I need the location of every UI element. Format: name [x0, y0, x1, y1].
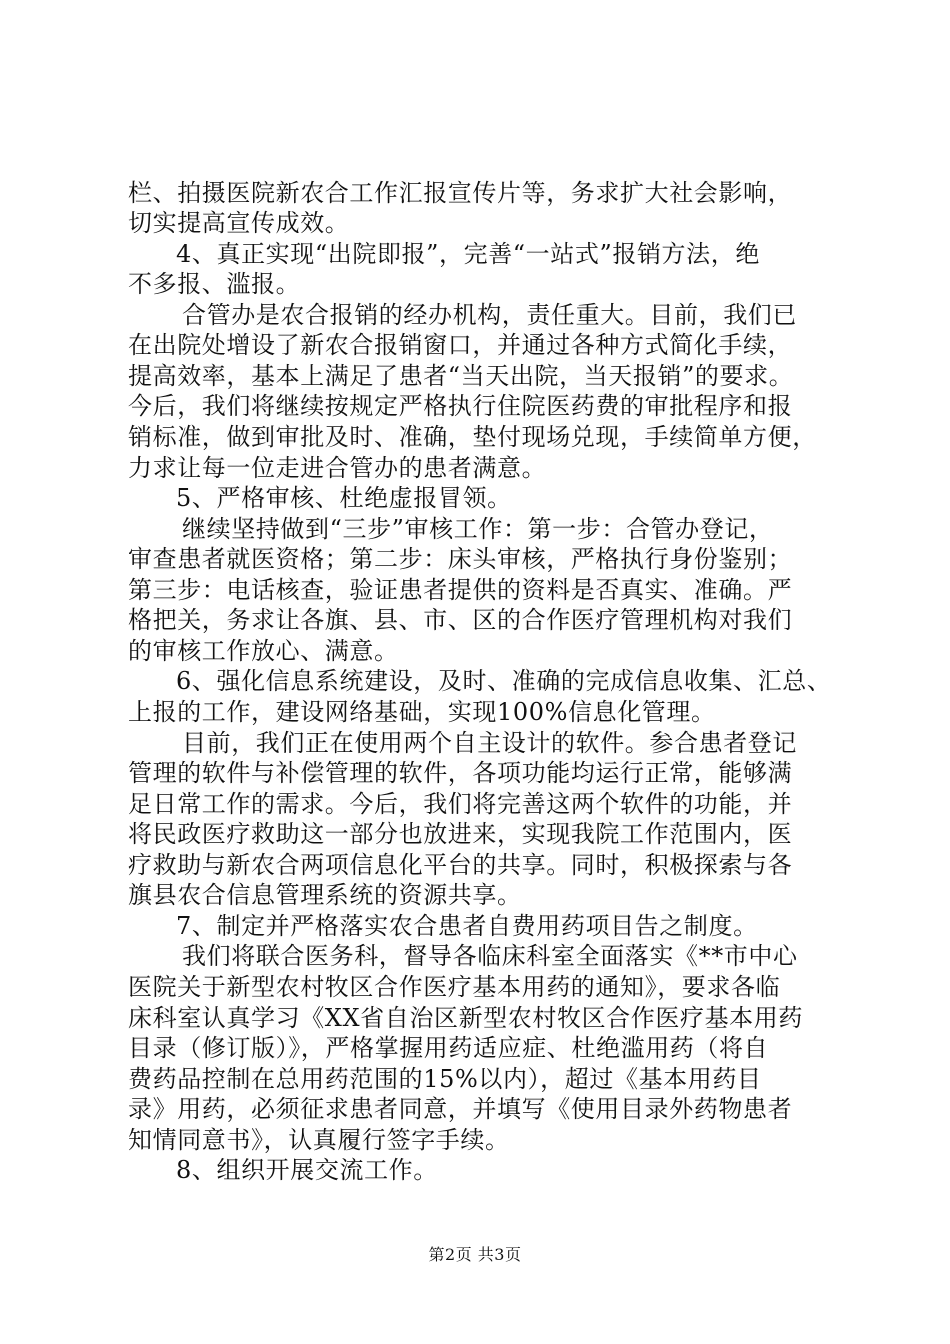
text-line: 审查患者就医资格；第二步：床头审核，严格执行身份鉴别；: [128, 545, 793, 573]
text-line: 合管办是农合报销的经办机构，责任重大。目前，我们已: [182, 301, 797, 329]
section-heading: 8、组织开展交流工作。: [176, 1156, 438, 1184]
section-heading: 6、强化信息系统建设，及时、准确的完成信息收集、汇总、: [176, 667, 832, 695]
section-heading: 5、严格审核、杜绝虚报冒领。: [176, 484, 512, 512]
text-line: 提高效率，基本上满足了患者“当天出院，当天报销”的要求。: [128, 362, 794, 390]
section-heading: 7、制定并严格落实农合患者自费用药项目告之制度。: [176, 912, 758, 940]
text-line: 力求让每一位走进合管办的患者满意。: [128, 454, 547, 482]
text-line: 销标准，做到审批及时、准确，垫付现场兑现，手续简单方便，: [128, 423, 817, 451]
text-line: 第三步：电话核查，验证患者提供的资料是否真实、准确。严: [128, 576, 793, 604]
text-line: 目录（修订版）》，严格掌握用药适应症、杜绝滥用药（将自: [128, 1034, 769, 1062]
page-number-footer: 第2页 共3页: [428, 1245, 522, 1264]
text-line: 旗县农合信息管理系统的资源共享。: [128, 881, 522, 909]
text-line: 切实提高宣传成效。: [128, 209, 350, 237]
section-heading: 上报的工作，建设网络基础，实现100%信息化管理。: [128, 698, 716, 726]
text-line: 继续坚持做到“三步”审核工作：第一步：合管办登记，: [182, 515, 774, 543]
text-line: 足日常工作的需求。今后，我们将完善这两个软件的功能，并: [128, 790, 793, 818]
text-line: 录》用药，必须征求患者同意，并填写《使用目录外药物患者: [128, 1095, 793, 1123]
text-line: 医院关于新型农村牧区合作医疗基本用药的通知》，要求各临: [128, 973, 781, 1001]
text-line: 疗救助与新农合两项信息化平台的共享。同时，积极探索与各: [128, 851, 793, 879]
text-line: 知情同意书》，认真履行签字手续。: [128, 1126, 510, 1154]
text-line: 我们将联合医务科，督导各临床科室全面落实《**市中心: [182, 942, 798, 970]
text-line: 管理的软件与补偿管理的软件，各项功能均运行正常，能够满: [128, 759, 793, 787]
text-line: 在出院处增设了新农合报销窗口，并通过各种方式简化手续，: [128, 331, 793, 359]
text-line: 的审核工作放心、满意。: [128, 637, 399, 665]
text-line: 将民政医疗救助这一部分也放进来，实现我院工作范围内，医: [128, 820, 793, 848]
text-line: 栏、拍摄医院新农合工作汇报宣传片等，务求扩大社会影响，: [128, 179, 793, 207]
text-line: 格把关，务求让各旗、县、市、区的合作医疗管理机构对我们: [128, 606, 793, 634]
text-line: 目前，我们正在使用两个自主设计的软件。参合患者登记: [182, 729, 797, 757]
section-heading: 不多报、滥报。: [128, 270, 301, 298]
text-line: 费药品控制在总用药范围的15%以内），超过《基本用药目: [128, 1065, 762, 1093]
section-heading: 4、真正实现“出院即报”，完善“一站式”报销方法，绝: [176, 240, 760, 268]
text-line: 今后，我们将继续按规定严格执行住院医药费的审批程序和报: [128, 392, 793, 420]
text-line: 床科室认真学习《XX省自治区新型农村牧区合作医疗基本用药: [128, 1004, 803, 1032]
